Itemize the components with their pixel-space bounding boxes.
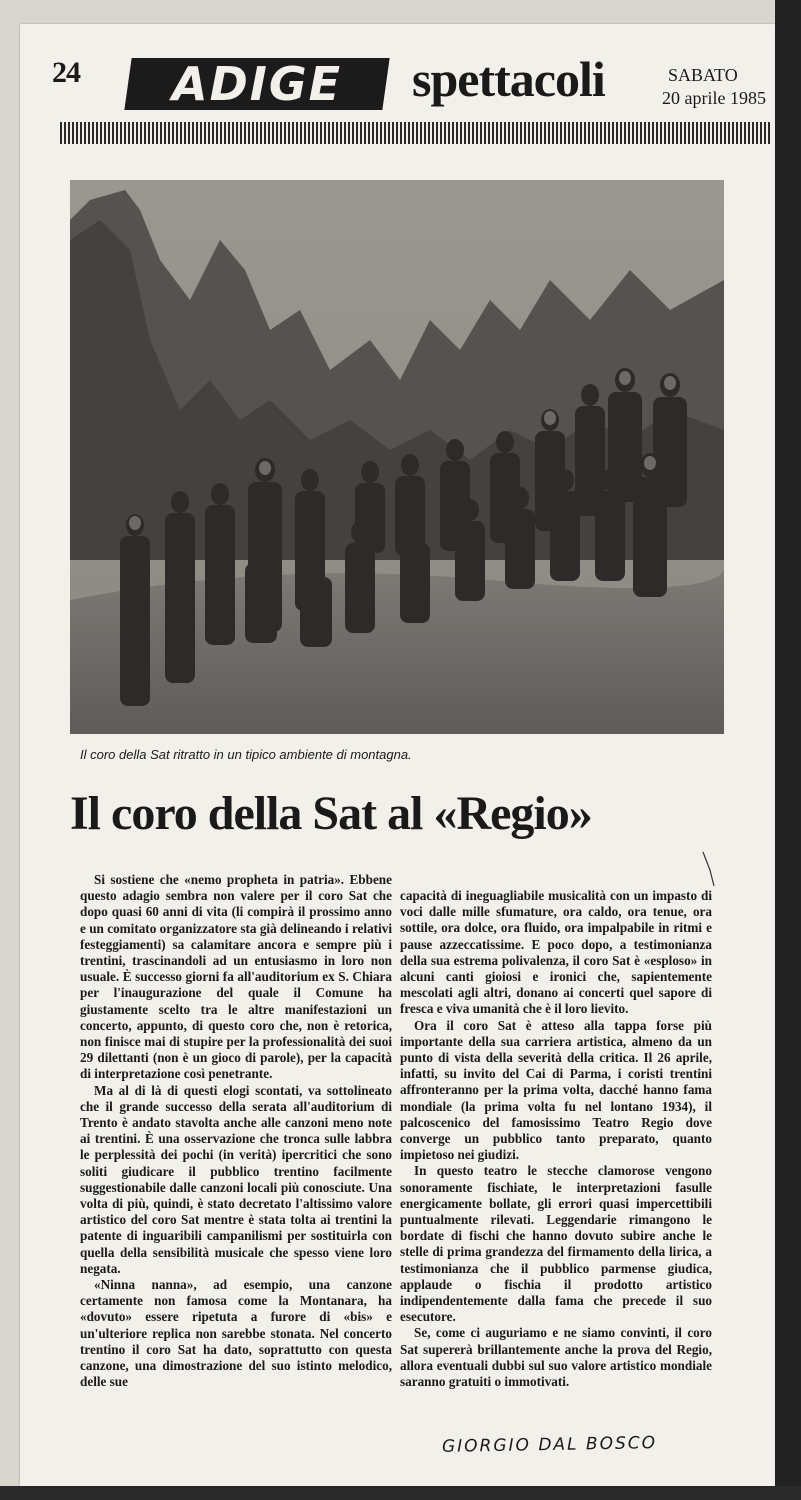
article-paragraph: capacità di ineguagliabile musicalità con un impasto di voci dalle mille sfumature, ora caldo, ora tenue, ora sottile, ora dolce, ora fluido, ora impalpabile in ritmi e pause azzeccatissime. E poco dopo, a testimonianza della sua estrema polivalenza, il coro Sat è «esploso» in alcuni canti gioiosi e ironici che, sapientemente mescolati agli altri, donano ai concerti quel sapore di fresca e viva umanità che è il loro lievito.: [400, 888, 712, 1017]
article-column-right: [400, 888, 712, 1390]
publication-date: 20 aprile 1985: [662, 88, 766, 108]
page-number: 24: [52, 56, 80, 89]
scan-border-right: [775, 0, 801, 1500]
choir-photo-illustration: [70, 180, 724, 734]
article-paragraph: Si sostiene che «nemo propheta in patria». Ebbene questo adagio sembra non valere per il coro Sat che dopo quasi 60 anni di vita (li compirà il prossimo anno e un comitato organizzatore sta già delineando i relativi festeggiamenti) sa calamitare ancora e sempre più i trentini, trascinandoli ad un entusiasmo in loro non usuale. È successo giorni fa all'auditorium ex S. Chiara per l'inaugurazione del quale il Comune ha giustamente scelto tra le altre manifestazioni un concerto, appunto, di questo coro che, non è retorica, non finisce mai di stupire per la professionalità dei suoi 29 dilettanti (non è un gioco di parole), per la capacità di interpretazione così penetrante.: [80, 872, 392, 1082]
article-paragraph: Ora il coro Sat è atteso alla tappa forse più importante della sua carriera artistica, almeno da un punto di vista della severità della critica. Il 26 aprile, infatti, su invito del Cai di Parma, i coristi trentini affronteranno per la prima volta, dacché hanno fama mondiale (la prima volta fu nel lontano 1934), il palcoscenico del famosissimo Teatro Regio dove converge un pubblico tanto preparato, quanto impietoso nei giudizi.: [400, 1017, 712, 1163]
article-paragraph: In questo teatro le stecche clamorose vengono sonoramente fischiate, le interpretazioni fasulle energicamente bollate, gli errori quasi impercettibili puntualmente rilevati. Leggendarie rimangono le bordate di fischi che hanno dovuto subire anche le stelle di prima grandezza del firmamento della lirica, a testimonianza che il pubblico parmense giudica, applaude o fischia il prodotto artistico indipendentemente dalla fama che precede il suo esecutore.: [400, 1163, 712, 1325]
publication-day: SABATO: [668, 65, 738, 85]
article-paragraph: Ma al di là di questi elogi scontati, va sottolineato che il grande successo della serata all'auditorium di Trento è andato stavolta anche alle canzoni meno note ai trentini. È una osservazione che tronca sulle labbra le perplessità dei pochi (in verità) ipercritici che sono soliti giudicare il pubblico trentino facilmente suggestionabile dalle canzoni locali più conosciute. Una volta di più, quindi, è stato decretato l'altissimo valore artistico del coro Sat mentre è stata tolta ai trentini la patente di inguaribili campanilismi per sostituirla con quella della sensibilità musicale che spesso viene loro negata.: [80, 1082, 392, 1276]
scan-border-bottom: [0, 1486, 801, 1500]
newspaper-logo: [124, 58, 389, 110]
masthead-rule-bar: [60, 122, 772, 144]
author-signature: GIORGIO DAL BOSCO: [441, 1433, 658, 1457]
article-paragraph: Se, come ci auguriamo e ne siamo convinti, il coro Sat supererà brillantemente anche la prova del Regio, allora eventuali dubbi sul suo valore artistico mondiale saranno gratuiti o immotivati.: [400, 1325, 712, 1390]
article-headline: Il coro della Sat al «Regio»: [70, 787, 592, 840]
newspaper-logo-text: ADIGE: [171, 57, 343, 111]
choir-photo: [70, 180, 724, 734]
section-title: spettacoli: [412, 51, 605, 107]
article-column-left: [80, 872, 392, 1391]
pen-mark: [700, 850, 720, 890]
photo-caption: Il coro della Sat ritratto in un tipico ambiente di montagna.: [80, 747, 412, 762]
article-paragraph: «Ninna nanna», ad esempio, una canzone certamente non famosa come la Montanara, ha «dovuto» essere ripetuta a furore di «bis» e un'ulteriore replica non sarebbe stonata. Nel concerto trentino il coro Sat ha dato, soprattutto con questa canzone, una dimostrazione del suo istinto melodico, delle sue: [80, 1277, 392, 1390]
